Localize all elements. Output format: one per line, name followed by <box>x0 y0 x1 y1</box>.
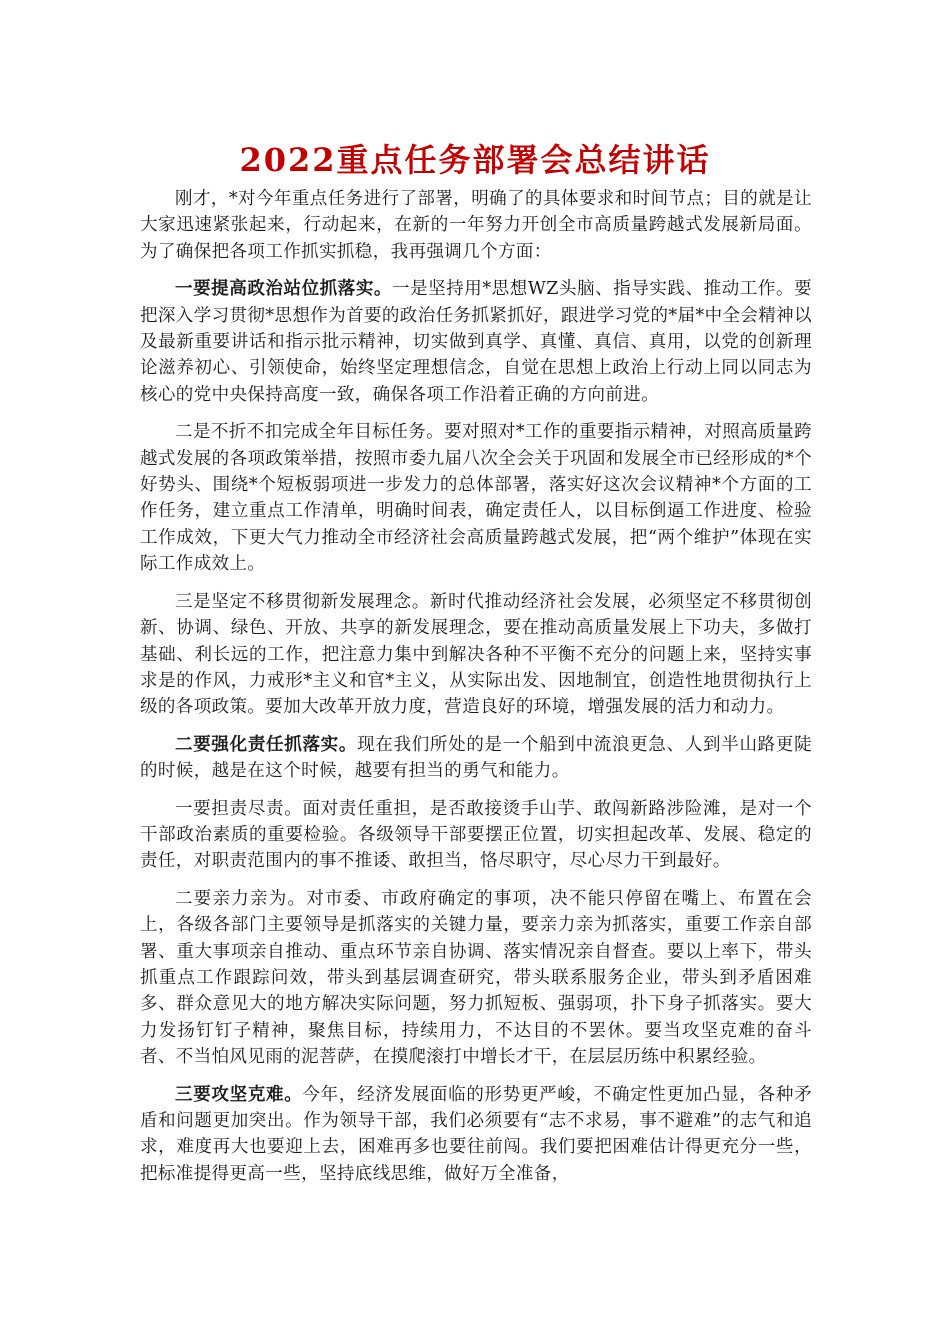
paragraph-text: 刚才，*对今年重点任务进行了部署，明确了的具体要求和时间节点；目的就是让大家迅速紧张起来，行动起来，在新的一年努力开创全市高质量跨越式发展新局面。为了确保把各项工作抓实抓稳，我再强调几个方面： <box>140 189 812 262</box>
paragraph-item-three <box>140 589 812 721</box>
paragraph-intro <box>140 186 812 265</box>
paragraph-section-three <box>140 1082 812 1188</box>
paragraph-text: 三是坚定不移贯彻新发展理念。新时代推动经济社会发展，必须坚定不移贯彻创新、协调、绿色、开放、共享的新发展理念，要在推动高质量发展上下功夫，多做打基础、利长远的工作，把注意力集中到解决各种不平衡不充分的问题上来，坚持实事求是的作风，力戒形*主义和官*主义，从实际出发、因地制宜，创造性地贯彻执行上级的各项政策。要加大改革开放力度，营造良好的环境，增强发展的活力和动力。 <box>140 591 812 718</box>
paragraph-hands-on <box>140 886 812 1071</box>
section-heading: 二要强化责任抓落实。 <box>175 734 358 755</box>
paragraph-section-two <box>140 732 812 785</box>
paragraph-item-two <box>140 419 812 577</box>
paragraph-text: 二要亲力亲为。对市委、市政府确定的事项，决不能只停留在嘴上、布置在会上，各级各部门主要领导是抓落实的关键力量，要亲力亲为抓落实，重要工作亲自部署、重大事项亲自推动、重点环节亲自协调、落实情况亲自督查。要以上率下，带头抓重点工作跟踪问效，带头到基层调查研究，带头联系服务企业，带头到矛盾困难多、群众意见大的地方解决实际问题，努力抓短板、强弱项，扑下身子抓落实。要大力发扬钉钉子精神，聚焦目标，持续用力，不达目的不罢休。要当攻坚克难的奋斗者、不当怕风见雨的泥菩萨，在摸爬滚打中增长才干，在层层历练中积累经验。 <box>140 888 812 1068</box>
paragraph-text: 一要担责尽责。面对责任重担，是否敢接烫手山芋、敢闯新路涉险滩，是对一个干部政治素质的重要检验。各级领导干部要摆正位置，切实担起改革、发展、稳定的责任，对职责范围内的事不推诿、敢担当，恪尽职守，尽心尽力干到最好。 <box>140 798 812 872</box>
paragraph-text: 一是坚持用*思想WZ头脑、指导实践、推动工作。要把深入学习贯彻*思想作为首要的政治任务抓紧抓好，跟进学习党的*届*中全会精神以及最新重要讲话和指示批示精神，切实做到真学、真懂、真信、真用，以党的创新理论滋养初心、引领使命，始终坚定理想信念，自觉在思想上政治上行动上同以同志为核心的党中央保持高度一致，确保各项工作沿着正确的方向前进。 <box>140 279 812 405</box>
document-title: 2022重点任务部署会总结讲话 <box>239 141 711 179</box>
paragraph-text: 今年，经济发展面临的形势更严峻，不确定性更加凸显，各种矛盾和问题更加突出。作为领导干部，我们必须要有“志不求易，事不避难”的志气和追求，难度再大也要迎上去，困难再多也要往前闯。我们要把困难估计得更充分一些，把标准提得更高一些，坚持底线思维，做好万全准备， <box>140 1084 812 1184</box>
section-heading: 三要攻坚克难。 <box>175 1084 303 1105</box>
document-body <box>140 186 812 1198</box>
paragraph-text: 现在我们所处的是一个船到中流浪更急、人到半山路更陡的时候，越是在这个时候，越要有担当的勇气和能力。 <box>140 734 813 782</box>
paragraph-section-one <box>140 276 812 408</box>
paragraph-responsibility <box>140 796 812 875</box>
paragraph-text: 二是不折不扣完成全年目标任务。要对照对*工作的重要指示精神，对照高质量跨越式发展的各项政策举措，按照市委九届八次全会关于巩固和发展全市已经形成的*个好势头、围绕*个短板弱项进一步发力的总体部署，落实好这次会议精神*个方面的工作任务，建立重点工作清单，明确时间表，确定责任人，以目标倒逼工作进度、检验工作成效，下更大气力推动全市经济社会高质量跨越式发展，把“两个维护”体现在实际工作成效上。 <box>140 422 812 575</box>
section-heading: 一要提高政治站位抓落实。 <box>175 279 392 300</box>
